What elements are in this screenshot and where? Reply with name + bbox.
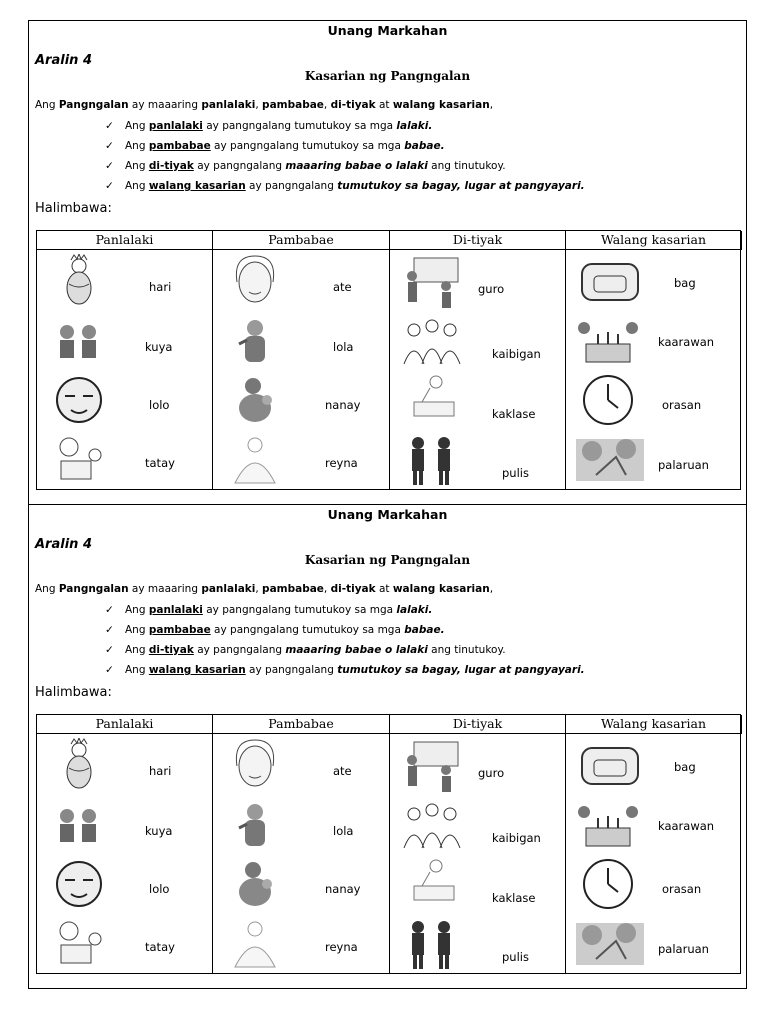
example-item	[37, 431, 212, 489]
example-item	[566, 314, 742, 372]
teacher-icon	[396, 254, 468, 308]
lesson-topic: Kasarian ng Pangngalan	[304, 553, 471, 567]
checkmark-icon: ✓	[105, 140, 114, 152]
boys-icon	[43, 314, 115, 368]
table-header: Di-tiyak	[390, 231, 566, 250]
boys-icon	[43, 798, 115, 852]
example-word: nanay	[325, 882, 361, 896]
lesson-topic: Kasarian ng Pangngalan	[304, 69, 471, 83]
friends-icon	[396, 314, 468, 368]
table-column	[213, 734, 390, 973]
father-reading-icon	[43, 915, 115, 969]
example-word: hari	[149, 280, 172, 294]
example-item	[37, 798, 212, 856]
table-header: Pambabae	[213, 231, 390, 250]
table-header: Walang kasarian	[566, 715, 742, 734]
example-word: kaarawan	[658, 335, 715, 349]
definition-item: ✓ Ang panlalaki ay pangngalang tumutukoy sa mga lalaki.	[105, 120, 433, 132]
example-word: orasan	[662, 882, 702, 896]
checkmark-icon: ✓	[105, 180, 114, 192]
clock-icon	[572, 856, 644, 910]
girl-face-icon	[219, 254, 291, 308]
classmate-icon	[396, 372, 468, 426]
example-word: bag	[674, 276, 696, 290]
worksheet-section	[28, 504, 747, 989]
example-item	[213, 254, 389, 312]
grandma-icon	[219, 798, 291, 852]
example-word: palaruan	[658, 942, 709, 956]
table-header: Panlalaki	[37, 231, 213, 250]
example-word: orasan	[662, 398, 702, 412]
grandma-icon	[219, 314, 291, 368]
grandpa-icon	[43, 372, 115, 426]
example-item	[566, 915, 742, 973]
example-word: pulis	[502, 950, 529, 964]
lesson-label: Aralin 4	[35, 53, 92, 68]
definition-item: ✓ Ang walang kasarian ay pangngalang tumutukoy sa bagay, lugar at pangyayari.	[105, 180, 585, 192]
example-label: Halimbawa:	[35, 685, 112, 700]
example-item	[566, 856, 742, 914]
example-word: palaruan	[658, 458, 709, 472]
example-item	[213, 431, 389, 489]
example-word: kaklase	[492, 407, 536, 421]
example-item	[566, 431, 742, 489]
example-word: kuya	[145, 340, 173, 354]
table-column	[37, 734, 213, 973]
example-item	[213, 915, 389, 973]
example-word: tatay	[145, 940, 175, 954]
backpack-icon	[572, 254, 644, 308]
table-header: Pambabae	[213, 715, 390, 734]
example-item	[213, 798, 389, 856]
girl-face-icon	[219, 738, 291, 792]
example-word: kaklase	[492, 891, 536, 905]
mother-hug-icon	[219, 856, 291, 910]
father-reading-icon	[43, 431, 115, 485]
example-item	[213, 372, 389, 430]
example-item	[37, 372, 212, 430]
example-word: hari	[149, 764, 172, 778]
police-icon	[396, 915, 468, 969]
example-word: ate	[333, 280, 352, 294]
checkmark-icon: ✓	[105, 120, 114, 132]
example-word: kaibigan	[492, 347, 541, 361]
checkmark-icon: ✓	[105, 644, 114, 656]
table-column	[566, 250, 742, 489]
example-item	[390, 314, 565, 372]
example-item	[390, 915, 565, 973]
example-item	[390, 738, 565, 796]
example-word: reyna	[325, 940, 358, 954]
example-item	[37, 856, 212, 914]
table-column	[390, 734, 566, 973]
example-word: kuya	[145, 824, 173, 838]
intro-sentence: Ang Pangngalan ay maaaring panlalaki, pambabae, di-tiyak at walang kasarian,	[35, 99, 494, 111]
definition-item: ✓ Ang pambabae ay pangngalang tumutukoy sa mga babae.	[105, 624, 445, 636]
teacher-icon	[396, 738, 468, 792]
checkmark-icon: ✓	[105, 160, 114, 172]
definition-item: ✓ Ang walang kasarian ay pangngalang tumutukoy sa bagay, lugar at pangyayari.	[105, 664, 585, 676]
example-item	[390, 798, 565, 856]
table-header: Panlalaki	[37, 715, 213, 734]
example-item	[390, 856, 565, 914]
example-word: bag	[674, 760, 696, 774]
checkmark-icon: ✓	[105, 624, 114, 636]
table-header: Walang kasarian	[566, 231, 742, 250]
quarter-title: Unang Markahan	[327, 23, 448, 38]
examples-table	[36, 230, 741, 490]
grandpa-icon	[43, 856, 115, 910]
example-item	[566, 738, 742, 796]
playground-icon	[572, 431, 644, 485]
table-column	[213, 250, 390, 489]
example-word: lola	[333, 340, 354, 354]
example-word: kaarawan	[658, 819, 715, 833]
backpack-icon	[572, 738, 644, 792]
example-word: tatay	[145, 456, 175, 470]
examples-table	[36, 714, 741, 974]
example-word: guro	[478, 766, 505, 780]
example-word: pulis	[502, 466, 529, 480]
example-item	[37, 254, 212, 312]
example-item	[390, 372, 565, 430]
clock-icon	[572, 372, 644, 426]
king-icon	[43, 738, 115, 792]
table-header: Di-tiyak	[390, 715, 566, 734]
example-item	[566, 798, 742, 856]
example-word: lolo	[149, 398, 170, 412]
example-word: reyna	[325, 456, 358, 470]
definition-item: ✓ Ang di-tiyak ay pangngalang maaaring babae o lalaki ang tinutukoy.	[105, 644, 506, 656]
lesson-label: Aralin 4	[35, 537, 92, 552]
example-label: Halimbawa:	[35, 201, 112, 216]
worksheet-section	[28, 20, 747, 505]
intro-sentence: Ang Pangngalan ay maaaring panlalaki, pambabae, di-tiyak at walang kasarian,	[35, 583, 494, 595]
definition-item: ✓ Ang panlalaki ay pangngalang tumutukoy sa mga lalaki.	[105, 604, 433, 616]
classmate-icon	[396, 856, 468, 910]
example-word: ate	[333, 764, 352, 778]
table-column	[37, 250, 213, 489]
example-item	[37, 738, 212, 796]
example-word: nanay	[325, 398, 361, 412]
playground-icon	[572, 915, 644, 969]
king-icon	[43, 254, 115, 308]
checkmark-icon: ✓	[105, 604, 114, 616]
police-icon	[396, 431, 468, 485]
queen-icon	[219, 915, 291, 969]
example-item	[213, 856, 389, 914]
birthday-icon	[572, 314, 644, 368]
example-word: kaibigan	[492, 831, 541, 845]
birthday-icon	[572, 798, 644, 852]
definition-item: ✓ Ang pambabae ay pangngalang tumutukoy sa mga babae.	[105, 140, 445, 152]
mother-hug-icon	[219, 372, 291, 426]
definition-item: ✓ Ang di-tiyak ay pangngalang maaaring babae o lalaki ang tinutukoy.	[105, 160, 506, 172]
example-item	[37, 915, 212, 973]
example-item	[566, 372, 742, 430]
queen-icon	[219, 431, 291, 485]
table-column	[566, 734, 742, 973]
example-word: lola	[333, 824, 354, 838]
quarter-title: Unang Markahan	[327, 507, 448, 522]
example-item	[390, 254, 565, 312]
friends-icon	[396, 798, 468, 852]
example-item	[213, 314, 389, 372]
table-column	[390, 250, 566, 489]
example-word: guro	[478, 282, 505, 296]
example-item	[566, 254, 742, 312]
example-item	[37, 314, 212, 372]
example-word: lolo	[149, 882, 170, 896]
example-item	[213, 738, 389, 796]
checkmark-icon: ✓	[105, 664, 114, 676]
example-item	[390, 431, 565, 489]
